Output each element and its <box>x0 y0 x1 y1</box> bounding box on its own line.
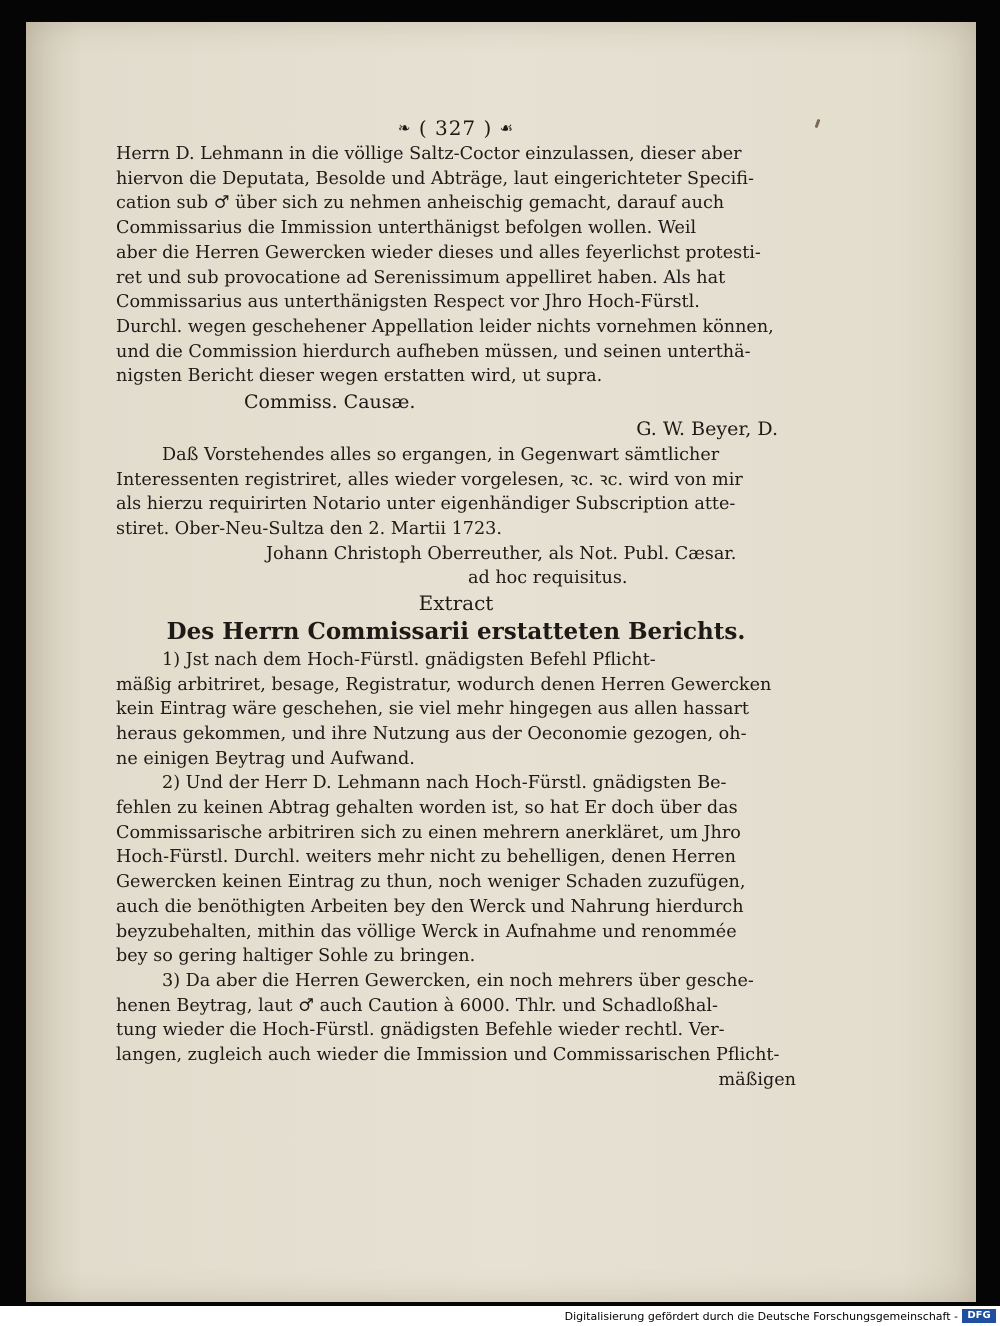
item-3 <box>116 969 796 1068</box>
text-line: aber die Herren Gewercken wieder dieses und alles feyerlichst protesti- <box>116 242 761 263</box>
text-line: Commissarius die Immission unterthänigst befolgen wollen. Weil <box>116 218 697 239</box>
footer-credit: Digitalisierung gefördert durch die Deutsche Forschungsgemeinschaft - <box>564 1310 958 1323</box>
item-1 <box>116 648 796 772</box>
text-line: hiervon die Deputata, Besolde und Abträge, laut eingerichteter Specifi- <box>116 168 754 189</box>
catchword: mäßigen <box>718 1069 796 1090</box>
commission-label: Commiss. Causæ. <box>244 391 416 414</box>
text-line: Commissarius aus unterthänigsten Respect vor Jhro Hoch-Fürstl. <box>116 292 700 313</box>
dfg-logo-icon[interactable]: DFG <box>962 1309 996 1323</box>
text-line: Hoch-Fürstl. Durchl. weiters mehr nicht zu behelligen, denen Herren <box>116 847 736 868</box>
document-page <box>26 22 976 1302</box>
text-line: bey so gering haltiger Sohle zu bringen. <box>116 946 476 967</box>
text-line: fehlen zu keinen Abtrag gehalten worden ist, so hat Er doch über das <box>116 798 738 819</box>
text-line: Interessenten registriret, alles wieder vorgelesen, ꝛc. ꝛc. wird von mir <box>116 469 743 490</box>
text-line: nigsten Bericht dieser wegen erstatten wird, ut supra. <box>116 366 603 387</box>
item-2 <box>116 771 796 969</box>
ornament-left-icon: ❧ <box>397 119 412 137</box>
text-line: ret und sub provocatione ad Serenissimum appelliret haben. Als hat <box>116 267 726 288</box>
page-text <box>116 114 796 1093</box>
signature-beyer: G. W. Beyer, D. <box>636 418 778 441</box>
text-line: und die Commission hierdurch aufheben müssen, und seinen unterthä- <box>116 341 751 362</box>
report-subheading: Des Herrn Commissarii erstatteten Berichts. <box>166 617 746 645</box>
text-line: stiret. Ober-Neu-Sultza den 2. Martii 1723. <box>116 519 502 540</box>
page-header <box>116 114 796 142</box>
text-line: 3) Da aber die Herren Gewercken, ein noch mehrers über gesche- <box>162 970 754 991</box>
text-line: tung wieder die Hoch-Fürstl. gnädigsten Befehle wieder rechtl. Ver- <box>116 1020 725 1041</box>
text-line: Commissarische arbitriren sich zu einen mehrern anerkläret, um Jhro <box>116 822 741 843</box>
ornament-right-icon: ☙ <box>499 119 515 137</box>
text-line: Herrn D. Lehmann in die völlige Saltz-Coctor einzulassen, dieser aber <box>116 144 742 164</box>
text-line: cation sub ♂ über sich zu nehmen anheischig gemacht, darauf auch <box>116 193 725 214</box>
text-line: auch die benöthigten Arbeiten bey den Werck und Nahrung hierdurch <box>116 896 744 917</box>
ink-spot <box>815 119 821 128</box>
text-line: ne einigen Beytrag und Aufwand. <box>116 748 415 769</box>
extract-heading: Extract <box>418 590 494 615</box>
text-line: 1) Jst nach dem Hoch-Fürstl. gnädigsten Befehl Pflicht- <box>162 649 656 670</box>
text-line: langen, zugleich auch wieder die Immission und Commissarischen Pflicht- <box>116 1045 780 1066</box>
signature-requisitus: ad hoc requisitus. <box>468 567 628 588</box>
text-line: heraus gekommen, und ihre Nutzung aus der Oeconomie gezogen, oh- <box>116 723 747 744</box>
text-line: Daß Vorstehendes alles so ergangen, in Gegenwart sämtlicher <box>162 445 720 466</box>
footer-bar <box>0 1306 1000 1326</box>
text-line: mäßig arbitriret, besage, Registratur, wodurch denen Herren Gewercken <box>116 674 772 695</box>
text-line: beyzubehalten, mithin das völlige Werck in Aufnahme und renommée <box>116 921 737 942</box>
paragraph-1 <box>116 142 796 389</box>
signature-oberreuther: Johann Christoph Oberreuther, als Not. Publ. Cæsar. <box>266 543 737 564</box>
text-line: kein Eintrag wäre geschehen, sie viel mehr hingegen aus allen hassart <box>116 699 749 720</box>
paragraph-2 <box>116 443 796 542</box>
page-number: ( 327 ) <box>418 116 493 140</box>
text-line: henen Beytrag, laut ♂ auch Caution à 6000. Thlr. und Schadloßhal- <box>116 995 718 1016</box>
text-line: Durchl. wegen geschehener Appellation leider nichts vornehmen können, <box>116 316 774 337</box>
text-line: 2) Und der Herr D. Lehmann nach Hoch-Fürstl. gnädigsten Be- <box>162 773 727 794</box>
text-line: als hierzu requirirten Notario unter eigenhändiger Subscription atte- <box>116 494 736 515</box>
text-line: Gewercken keinen Eintrag zu thun, noch weniger Schaden zuzufügen, <box>116 872 746 893</box>
